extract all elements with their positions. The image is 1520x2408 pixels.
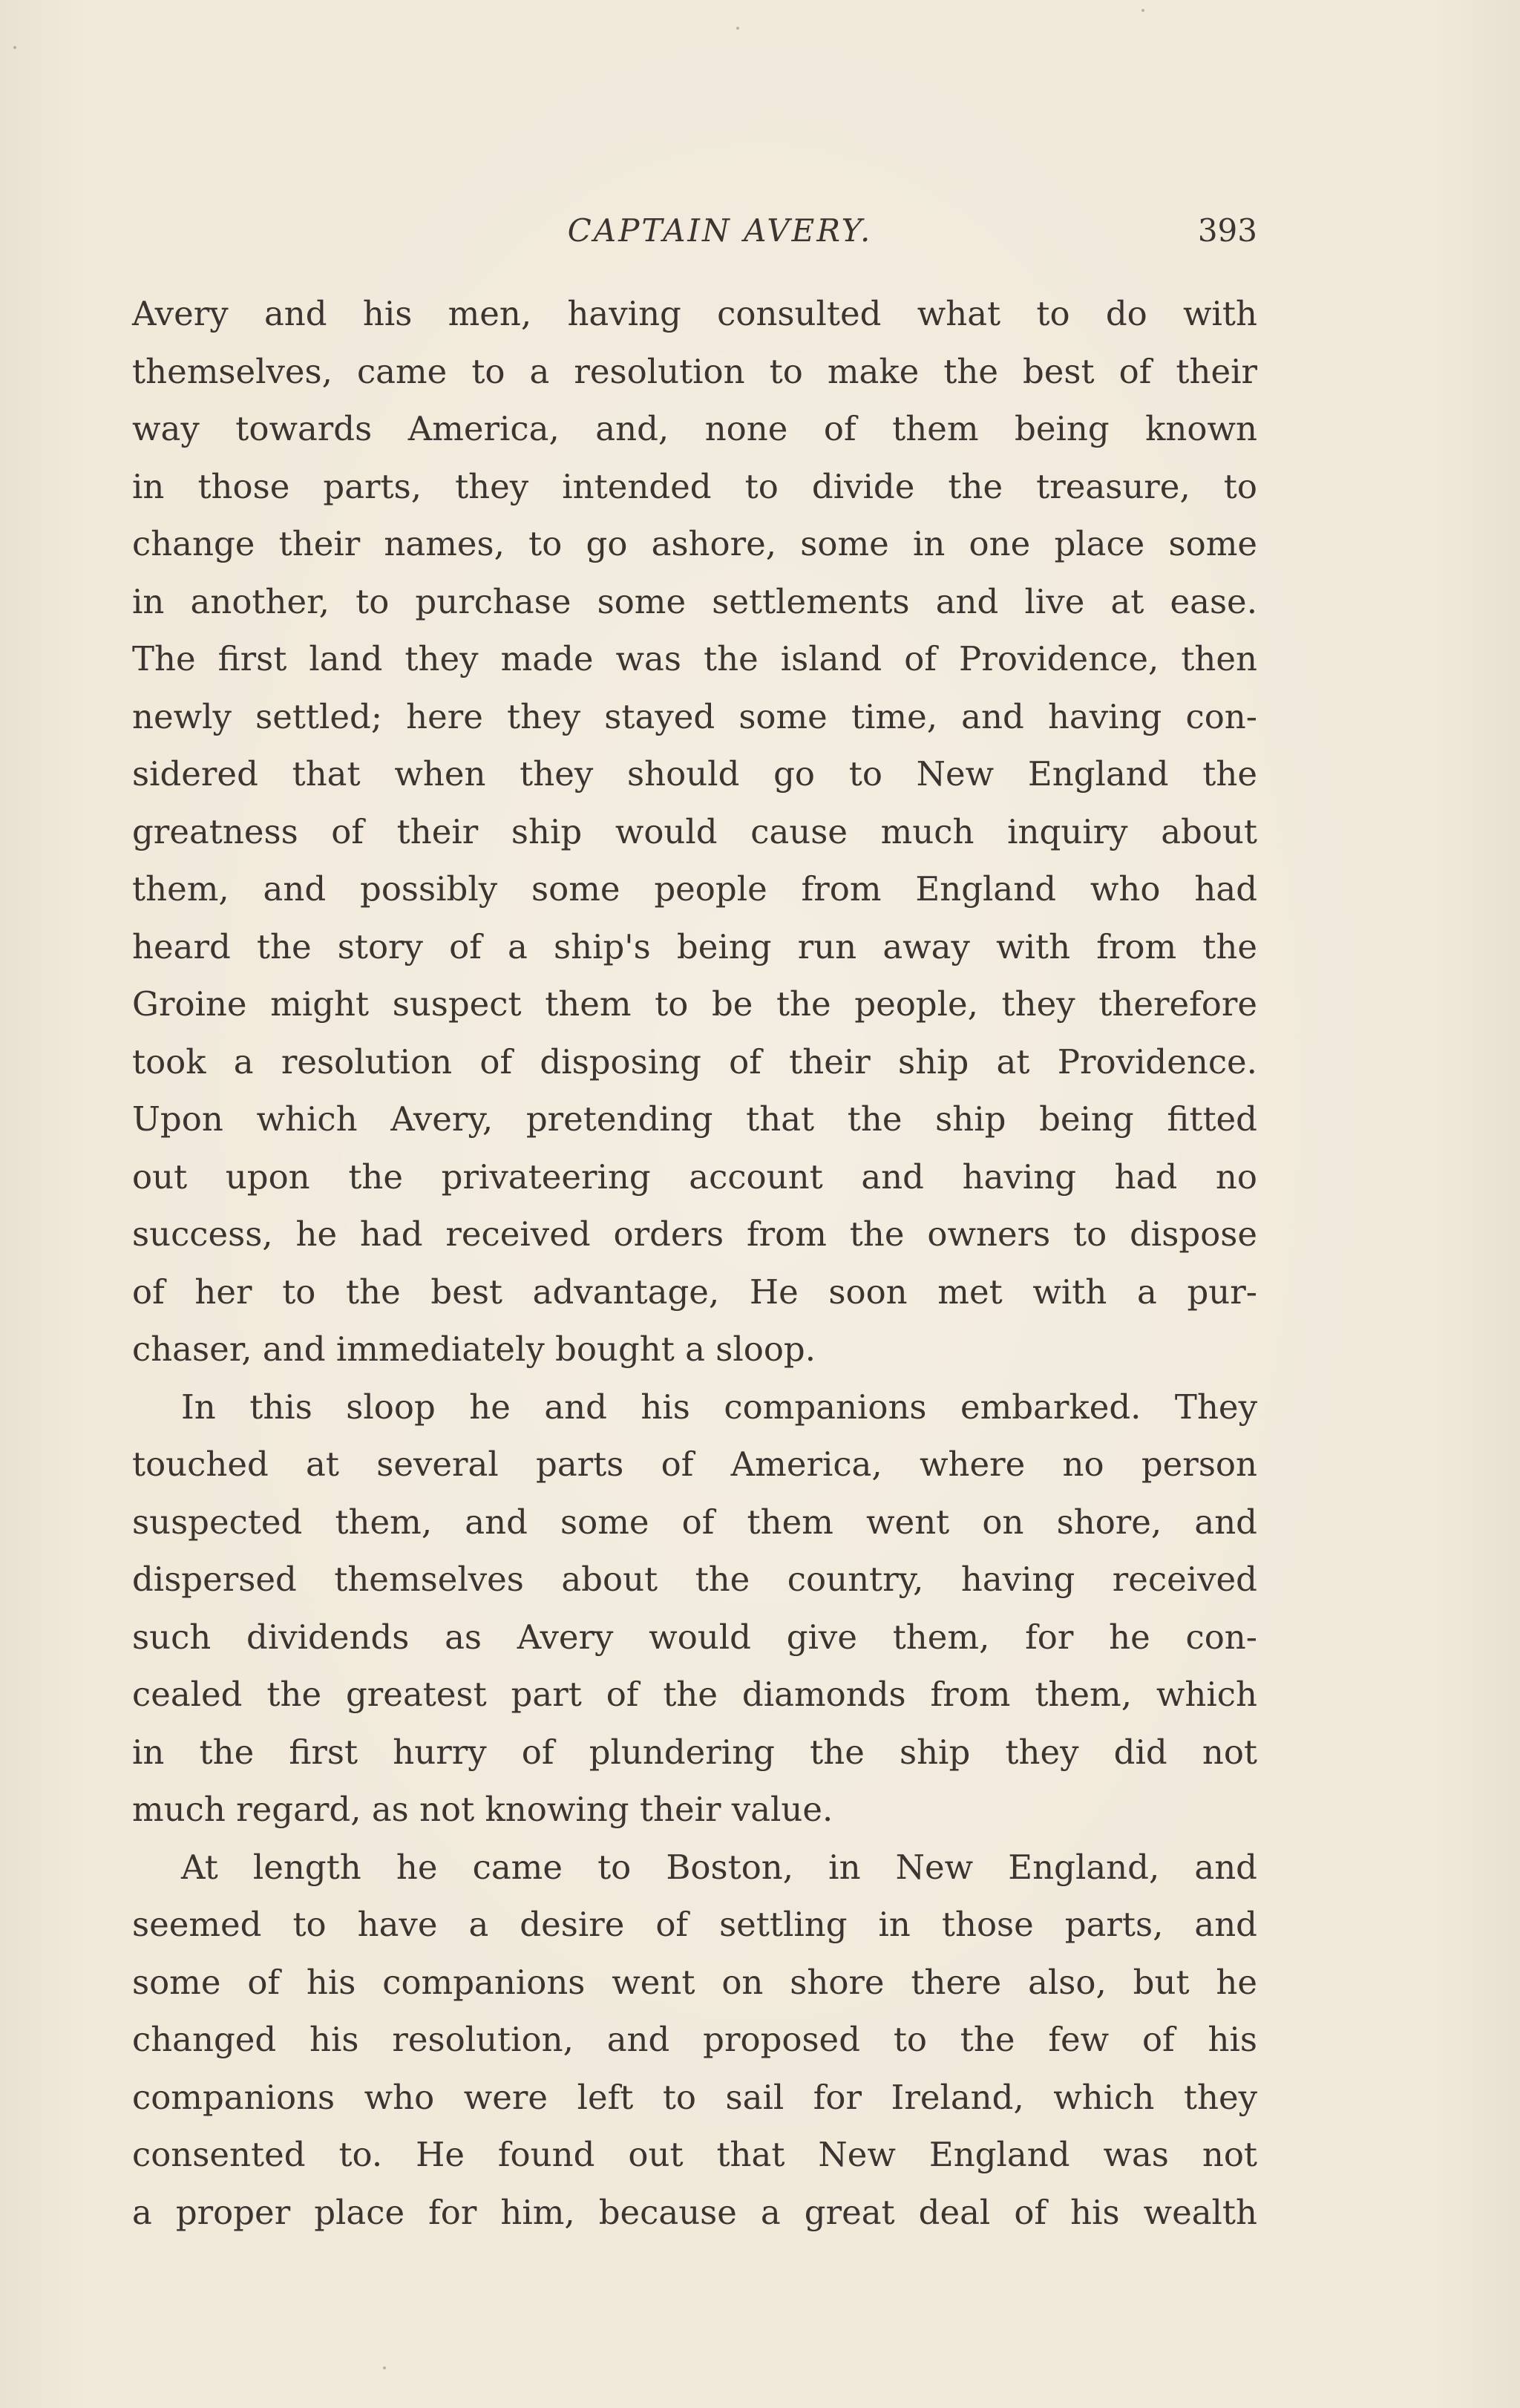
paper-speck (1141, 9, 1144, 12)
text-line: chaser, and immediately bought a sloop. (132, 1329, 816, 1369)
text-line: much regard, as not knowing their value. (132, 1790, 833, 1829)
text-line: way towards America, and, none of them being known (132, 409, 1257, 448)
page-number: 393 (1197, 212, 1257, 249)
text-line: greatness of their ship would cause much inquiry about (132, 811, 1257, 851)
text-line: seemed to have a desire of settling in those parts, and (132, 1905, 1257, 1944)
text-line: success, he had received orders from the owners to dispose (132, 1214, 1257, 1254)
text-line: a proper place for him, because a great deal of his wealth (132, 2192, 1257, 2232)
text-line: Groine might suspect them to be the people, they therefore (132, 984, 1257, 1024)
text-line: in another, to purchase some settlements and live at ease. (132, 581, 1257, 621)
text-line: newly settled; here they stayed some time, and having con- (132, 696, 1257, 736)
text-line: some of his companions went on shore there also, but he (132, 1962, 1257, 2002)
body-text (132, 285, 1257, 2241)
text-line: cealed the greatest part of the diamonds from them, which (132, 1675, 1257, 1714)
text-line: in the first hurry of plundering the ship they did not (132, 1732, 1257, 1772)
running-title: CAPTAIN AVERY. (567, 212, 873, 249)
paragraph-3 (132, 1839, 1257, 2242)
text-line: dispersed themselves about the country, having received (132, 1560, 1257, 1599)
text-line: touched at several parts of America, where no person (132, 1445, 1257, 1484)
text-line: heard the story of a ship's being run away with from the (132, 926, 1257, 966)
running-head (183, 212, 1257, 257)
text-line: in those parts, they intended to divide the treasure, to (132, 466, 1257, 506)
text-line: of her to the best advantage, He soon met with a pur- (132, 1272, 1257, 1312)
text-line: Avery and his men, having consulted what to do with (132, 294, 1257, 333)
paper-speck (383, 2366, 386, 2369)
text-line: changed his resolution, and proposed to the few of his (132, 2020, 1257, 2059)
text-line: themselves, came to a resolution to make the best of their (132, 351, 1257, 391)
paragraph-1 (132, 285, 1257, 1378)
text-line: At length he came to Boston, in New England, and (181, 1847, 1257, 1887)
text-line: them, and possibly some people from England who had (132, 869, 1257, 909)
text-line: took a resolution of disposing of their ship at Providence. (132, 1041, 1257, 1082)
text-line: The first land they made was the island of Providence, then (132, 639, 1257, 678)
text-line: sidered that when they should go to New England the (132, 754, 1257, 794)
text-line: such dividends as Avery would give them, for he con- (132, 1617, 1257, 1657)
paragraph-2 (132, 1378, 1257, 1839)
text-line: companions who were left to sail for Ireland, which they (132, 2077, 1257, 2117)
text-line: Upon which Avery, pretending that the ship being fitted (132, 1099, 1257, 1139)
text-line: consented to. He found out that New England was not (132, 2135, 1257, 2174)
text-line: In this sloop he and his companions embarked. They (181, 1387, 1257, 1427)
paper-speck (13, 46, 16, 49)
text-line: suspected them, and some of them went on shore, and (132, 1502, 1257, 1542)
text-line: change their names, to go ashore, some in one place some (132, 524, 1257, 563)
text-line: out upon the privateering account and having had no (132, 1156, 1257, 1197)
paper-speck (736, 27, 739, 30)
